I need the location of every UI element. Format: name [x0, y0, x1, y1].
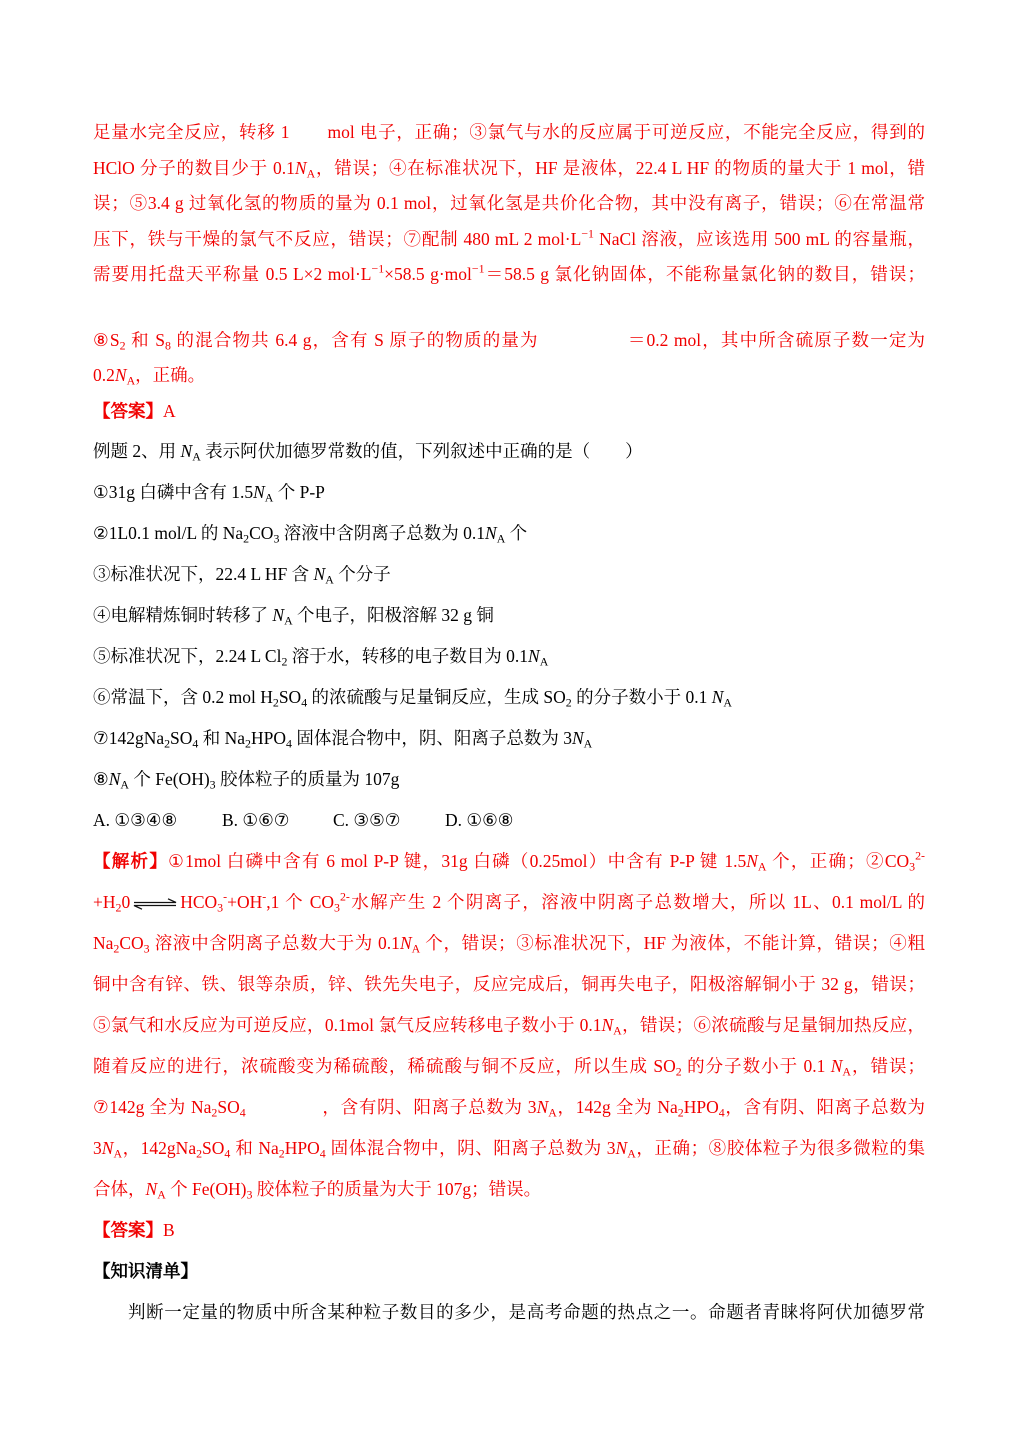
subscript: A	[157, 1187, 166, 1202]
text-line	[93, 964, 925, 1005]
italic-symbol: N	[528, 646, 540, 666]
text-run: ①1mol 白磷中含有 6 mol P-P 键，31g 白磷（0.25mol）中含有 P-P 键 1.5	[168, 851, 747, 871]
text-run: ，正确。	[135, 365, 206, 385]
text-line	[93, 1087, 925, 1128]
text-run: 个电子，阳极溶解 32 g 铜	[292, 605, 494, 625]
superscript: −1	[471, 261, 485, 276]
text-line	[93, 677, 925, 718]
example-2	[93, 431, 925, 1333]
text-line	[93, 595, 925, 636]
text-run: 误；⑤3.4 g 过氧化氢的物质的量为 0.1 mol，过氧化氢是共价化合物，其中没有离子，错误；⑥在常温常	[93, 193, 925, 213]
subscript: 2	[272, 695, 279, 710]
subscript: A	[842, 1064, 852, 1079]
text-line	[93, 1292, 925, 1333]
text-run: ，142g 全为 Na	[556, 1097, 678, 1117]
text-run: ×58.5 g·mol	[384, 264, 472, 284]
text-line	[93, 636, 925, 677]
example-1-answer	[93, 394, 925, 430]
text-run: Na	[93, 933, 114, 953]
text-run: 个	[505, 523, 528, 543]
text-run: SO	[170, 728, 193, 748]
text-line	[93, 257, 925, 293]
subscript: 3	[334, 900, 340, 915]
italic-symbol: N	[536, 1097, 549, 1117]
italic-symbol: N	[145, 1179, 158, 1199]
subscript: A	[264, 490, 274, 505]
text-run: ④电解精炼铜时转移了	[93, 605, 273, 625]
italic-symbol: N	[601, 1015, 614, 1035]
italic-symbol: N	[615, 1138, 628, 1158]
subscript: A	[627, 1146, 636, 1161]
text-run: CO	[119, 933, 144, 953]
text-run: 表示阿伏加德罗常数的值，下列叙述中正确的是（ ）	[200, 441, 643, 461]
italic-symbol: N	[114, 365, 127, 385]
italic-symbol: N	[272, 605, 285, 625]
text-run: 随着反应的进行，浓硫酸变为稀硫酸，稀硫酸与铜不反应，所以生成 SO	[93, 1056, 676, 1076]
text-run: 足量水完全反应，转移 1	[93, 122, 290, 142]
subscript: A	[496, 531, 506, 546]
text-run: 铜中含有锌、铁、银等杂质，锌、铁先失电子，反应完成后，铜再失电子，阳极溶解铜小于 32 g，错误；	[93, 974, 925, 994]
subscript: 2	[164, 736, 171, 751]
text-run: ，正确；⑧胶体粒子为很多微粒的集	[635, 1138, 926, 1158]
italic-symbol: N	[108, 769, 121, 789]
example-2-analysis	[93, 841, 925, 1210]
italic-symbol: N	[253, 482, 265, 502]
subscript: 2	[675, 1064, 682, 1079]
subscript: A	[192, 449, 201, 464]
subscript: 2	[278, 1146, 285, 1161]
text-run: ＝0.2 mol，其中所含硫原子数一定为	[626, 329, 926, 350]
text-run: HPO	[683, 1097, 719, 1117]
text-run: HCO	[180, 892, 218, 912]
text-run: 需要用托盘天平称量 0.5 L×2 mol·L	[93, 264, 372, 284]
text-run: HPO	[284, 1138, 320, 1158]
text-run: 的混合物共 6.4 g，含有 S 原子的物质的量为	[170, 329, 539, 350]
text-run: ，含有阴、阳离子总数为 3	[321, 1097, 537, 1117]
text-line	[93, 1128, 925, 1169]
text-run: CO	[249, 523, 274, 543]
text-run: ＝58.5 g 氯化钠固体，不能称量氯化钠的数目，错误；	[484, 264, 925, 284]
subscript: A	[539, 654, 549, 669]
italic-symbol: N	[313, 564, 326, 584]
subscript: 2	[243, 531, 250, 546]
superscript: -	[262, 889, 267, 904]
italic-symbol: N	[294, 157, 307, 178]
subscript: 3	[209, 777, 216, 792]
text-run: ，错误；④在标准状况下，HF 是液体，22.4 L HF 的物质的量大于 1 mol，错	[315, 157, 925, 178]
answer-choices	[93, 800, 925, 841]
subscript: 3	[217, 900, 224, 915]
text-run: 胶体粒子的质量为 107g	[215, 769, 400, 789]
choice-a: A. ①③④⑧	[93, 810, 178, 830]
text-run: ③标准状况下，22.4 L HF 含	[93, 564, 314, 584]
blank-gap	[289, 137, 327, 138]
subscript: 4	[192, 736, 199, 751]
subscript: 4	[239, 1105, 246, 1120]
text-run: ⑤标准状况下，2.24 L Cl	[93, 646, 282, 666]
text-run: 溶液中含阴离子总数大于为 0.1	[149, 933, 400, 953]
choice-d: D. ①⑥⑧	[445, 810, 514, 830]
answer-label: 【答案】	[93, 1220, 163, 1240]
text-run: ①31g 白磷中含有 1.5	[93, 482, 254, 502]
subscript: 8	[165, 337, 171, 352]
text-run: 个 Fe(OH)	[165, 1179, 247, 1199]
text-line	[93, 554, 925, 595]
text-run: 和 Na	[230, 1138, 279, 1158]
text-run: 和 S	[125, 329, 166, 350]
text-run: 判断一定量的物质中所含某种粒子数目的多少，是高考命题的热点之一。命题者青睐将阿伏加德罗常	[128, 1302, 925, 1322]
text-run: ⑧S	[93, 329, 120, 350]
example-2-answer	[93, 1210, 925, 1251]
text-run: 胶体粒子的质量为大于 107g；错误。	[252, 1179, 542, 1199]
text-run: 的浓硫酸与足量铜反应，生成 SO	[307, 687, 566, 707]
superscript: -	[223, 889, 228, 904]
subscript: 2	[281, 654, 288, 669]
text-run: 溶于水，转移的电子数目为 0.1	[287, 646, 529, 666]
text-run: ⑥常温下，含 0.2 mol H	[93, 687, 273, 707]
section-label: 【解析】	[93, 851, 169, 871]
text-run: ，含有阴、阳离子总数为	[724, 1097, 926, 1117]
subscript: A	[583, 736, 593, 751]
subscript: 3	[273, 531, 280, 546]
text-line	[93, 759, 925, 800]
subscript: 2	[119, 337, 126, 352]
text-run: ，142gNa	[122, 1138, 197, 1158]
text-run: ⑤氯气和水反应为可逆反应，0.1mol 氯气反应转移电子数小于 0.1	[93, 1015, 602, 1035]
text-line	[93, 1169, 925, 1210]
subscript: 3	[246, 1187, 253, 1202]
subscript: 4	[301, 695, 308, 710]
text-line	[93, 718, 925, 759]
text-run: ⑧	[93, 769, 109, 789]
text-line	[93, 472, 925, 513]
text-run: 0	[121, 892, 131, 912]
knowledge-paragraph	[93, 1292, 925, 1333]
text-run: 固体混合物中，阴、阳离子总数为 3	[291, 728, 572, 748]
superscript: 2-	[915, 848, 925, 863]
italic-symbol: N	[746, 851, 758, 871]
answer-value: A	[163, 400, 176, 421]
text-run: HPO	[250, 728, 286, 748]
text-run: 3	[93, 1138, 102, 1158]
superscript: 2-	[339, 889, 350, 904]
italic-symbol: N	[830, 1056, 843, 1076]
text-run: ,1 个 CO	[266, 892, 335, 912]
text-run: 和 Na	[198, 728, 246, 748]
text-run: 溶液中含阴离子总数为 0.1	[279, 523, 486, 543]
text-line	[93, 323, 925, 359]
italic-symbol: N	[101, 1138, 114, 1158]
text-run: 个，正确；②CO	[766, 851, 910, 871]
subscript: 2	[196, 1146, 203, 1161]
text-run: ，错误；	[851, 1056, 926, 1076]
example-2-stem	[93, 431, 925, 472]
example-1-analysis-tail	[93, 115, 925, 394]
answer-value: B	[163, 1220, 175, 1240]
subscript: A	[723, 695, 733, 710]
choice-c: C. ③⑤⑦	[333, 810, 401, 830]
subscript: 4	[224, 1146, 231, 1161]
subscript: 4	[319, 1146, 326, 1161]
text-line	[93, 1005, 925, 1046]
subscript: A	[306, 165, 316, 180]
choice-b: B. ①⑥⑦	[222, 810, 290, 830]
subscript: A	[757, 859, 767, 874]
subscript: A	[113, 1146, 123, 1161]
subscript: A	[120, 777, 129, 792]
text-run: 个，错误；③标准状况下，HF 为液体，不能计算，错误；④粗	[420, 933, 926, 953]
page-content	[93, 115, 925, 1333]
subscript: A	[325, 572, 334, 587]
text-run: 个 P-P	[273, 482, 325, 502]
italic-symbol: N	[399, 933, 412, 953]
subscript: A	[613, 1023, 622, 1038]
text-run: SO	[217, 1097, 240, 1117]
text-run: HClO 分子的数目少于 0.1	[93, 157, 295, 178]
italic-symbol: N	[571, 728, 584, 748]
text-line	[93, 358, 925, 394]
subscript: 2	[211, 1105, 218, 1120]
answer-label: 【答案】	[93, 400, 163, 421]
subscript: 2	[113, 941, 120, 956]
text-run: ⑦142g 全为 Na	[93, 1097, 212, 1117]
text-run: 的分子数小于 0.1	[681, 1056, 831, 1076]
text-run: NaCl 溶液，应该选用 500 mL 的容量瓶，	[593, 228, 925, 249]
text-line	[93, 923, 925, 964]
subscript: 3	[143, 941, 150, 956]
text-run: mol 电子，正确；③氯气与水的反应属于可逆反应，不能完全反应，得到的	[327, 122, 925, 142]
text-run: 的分子数小于 0.1	[571, 687, 712, 707]
text-run: 例题 2、用	[93, 441, 181, 461]
subscript: 2	[245, 736, 251, 751]
subscript: 2	[115, 900, 122, 915]
equilibrium-arrow-icon	[132, 898, 178, 910]
knowledge-list-heading: 【知识清单】	[93, 1261, 198, 1281]
subscript: A	[548, 1105, 557, 1120]
subscript: 3	[909, 859, 916, 874]
subscript: 4	[286, 736, 292, 751]
subscript: 2	[565, 695, 572, 710]
text-line	[93, 115, 925, 151]
text-line	[93, 841, 925, 882]
text-run: +OH	[227, 892, 263, 912]
text-run: SO	[202, 1138, 225, 1158]
text-run: 个 Fe(OH)	[128, 769, 210, 789]
text-line	[93, 186, 925, 222]
subscript: 2	[677, 1105, 684, 1120]
blank-gap	[246, 1112, 322, 1113]
subscript: A	[411, 941, 421, 956]
text-line	[93, 1046, 925, 1087]
text-run: 固体混合物中，阴、阳离子总数为 3	[325, 1138, 616, 1158]
superscript: −1	[371, 261, 385, 276]
subscript: 4	[718, 1105, 725, 1120]
text-run: 压下，铁与干燥的氯气不反应，错误；⑦配制 480 mL 2 mol·L	[93, 228, 582, 249]
example-1-solution-tail	[93, 115, 925, 429]
text-line	[93, 882, 925, 923]
italic-symbol: N	[180, 441, 193, 461]
text-line	[93, 513, 925, 554]
text-run: ⑦142gNa	[93, 728, 165, 748]
superscript: −1	[581, 226, 594, 241]
text-run: 水解产生 2 个阴离子，溶液中阴离子总数增大，所以 1L、0.1 mol/L 的	[349, 892, 925, 912]
italic-symbol: N	[711, 687, 724, 707]
example-2-statements	[93, 472, 925, 800]
subscript: A	[126, 373, 136, 388]
text-line	[93, 151, 925, 187]
text-run: +H	[93, 892, 116, 912]
text-run: ，错误；⑥浓硫酸与足量铜加热反应，	[621, 1015, 925, 1035]
italic-symbol: N	[485, 523, 497, 543]
text-run: 个分子	[333, 564, 391, 584]
blank-gap	[539, 345, 627, 346]
text-run: ②1L0.1 mol/L 的 Na	[93, 523, 244, 543]
text-run: 合体，	[93, 1179, 146, 1199]
subscript: A	[284, 613, 293, 628]
text-line	[93, 222, 925, 258]
text-run: SO	[278, 687, 302, 707]
text-run: 0.2	[93, 365, 115, 385]
